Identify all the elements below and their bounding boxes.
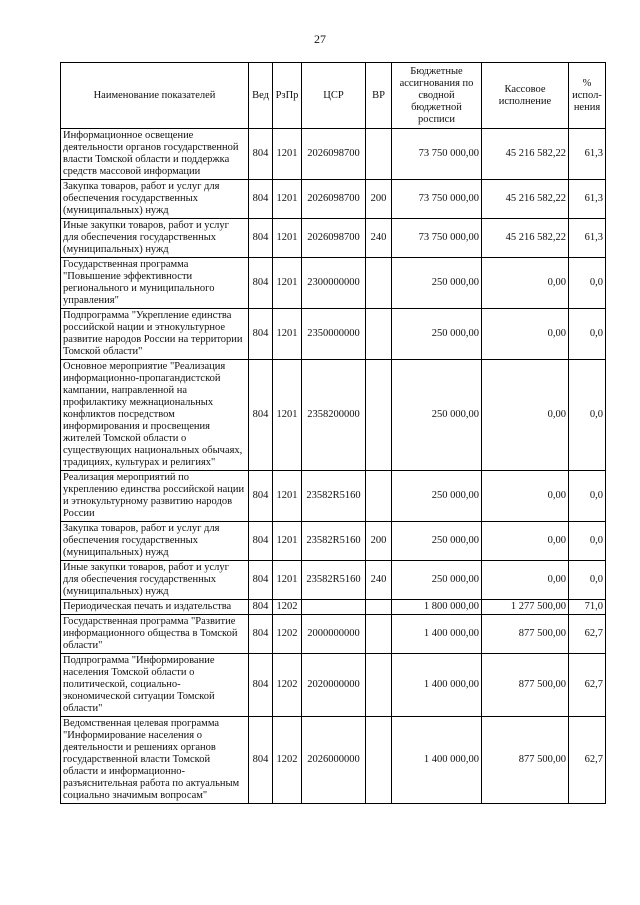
cell-cash: 45 216 582,22: [482, 129, 569, 180]
cell-pct: 0,0: [569, 561, 606, 600]
cell-name: Периодическая печать и издательства: [61, 600, 249, 615]
cell-rzpr: 1201: [273, 129, 302, 180]
cell-ved: 804: [249, 129, 273, 180]
cell-cash: 0,00: [482, 471, 569, 522]
cell-budget: 250 000,00: [392, 360, 482, 471]
cell-cash: 0,00: [482, 258, 569, 309]
table-row: [61, 309, 606, 360]
cell-ved: 804: [249, 360, 273, 471]
cell-csr: 2350000000: [302, 309, 366, 360]
cell-csr: 2358200000: [302, 360, 366, 471]
budget-execution-table: [60, 62, 606, 804]
cell-budget: 1 400 000,00: [392, 615, 482, 654]
cell-csr: 2026098700: [302, 219, 366, 258]
cell-name: Реализация мероприятий по укреплению единства российской нации и этнокультурному развитию народов России: [61, 471, 249, 522]
cell-budget: 73 750 000,00: [392, 180, 482, 219]
cell-name: Подпрограмма "Информирование населения Томской области о политической, социально-экономической ситуации Томской области": [61, 654, 249, 717]
table-row: [61, 717, 606, 804]
cell-rzpr: 1201: [273, 258, 302, 309]
page-number: 27: [314, 32, 326, 46]
cell-ved: 804: [249, 471, 273, 522]
cell-vr: [366, 309, 392, 360]
cell-pct: 71,0: [569, 600, 606, 615]
cell-pct: 0,0: [569, 522, 606, 561]
cell-name: Закупка товаров, работ и услуг для обеспечения государственных (муниципальных) нужд: [61, 522, 249, 561]
cell-rzpr: 1202: [273, 717, 302, 804]
table-row: [61, 219, 606, 258]
cell-ved: 804: [249, 309, 273, 360]
cell-rzpr: 1202: [273, 654, 302, 717]
cell-cash: 0,00: [482, 561, 569, 600]
cell-cash: 0,00: [482, 309, 569, 360]
table-row: [61, 522, 606, 561]
cell-pct: 0,0: [569, 258, 606, 309]
header-vr: ВР: [366, 63, 392, 129]
cell-budget: 73 750 000,00: [392, 129, 482, 180]
cell-csr: 2026098700: [302, 129, 366, 180]
cell-vr: [366, 129, 392, 180]
table-row: [61, 600, 606, 615]
cell-rzpr: 1201: [273, 180, 302, 219]
header-cash: Кассовое исполнение: [482, 63, 569, 129]
cell-rzpr: 1202: [273, 615, 302, 654]
cell-cash: 45 216 582,22: [482, 219, 569, 258]
header-rzpr: РзПр: [273, 63, 302, 129]
cell-vr: [366, 600, 392, 615]
cell-vr: 240: [366, 219, 392, 258]
cell-csr: [302, 600, 366, 615]
cell-name: Информационное освещение деятельности органов государственной власти Томской области и поддержка средств массовой информации: [61, 129, 249, 180]
cell-ved: 804: [249, 600, 273, 615]
table-row: [61, 180, 606, 219]
cell-cash: 1 277 500,00: [482, 600, 569, 615]
cell-name: Иные закупки товаров, работ и услуг для обеспечения государственных (муниципальных) нужд: [61, 561, 249, 600]
cell-cash: 877 500,00: [482, 654, 569, 717]
cell-csr: 23582R5160: [302, 561, 366, 600]
cell-pct: 61,3: [569, 129, 606, 180]
cell-pct: 0,0: [569, 360, 606, 471]
cell-name: Государственная программа "Повышение эффективности регионального и муниципального управления": [61, 258, 249, 309]
cell-ved: 804: [249, 615, 273, 654]
cell-ved: 804: [249, 522, 273, 561]
cell-vr: [366, 471, 392, 522]
cell-name: Государственная программа "Развитие информационного общества в Томской области": [61, 615, 249, 654]
cell-csr: 2020000000: [302, 654, 366, 717]
cell-ved: 804: [249, 258, 273, 309]
cell-vr: 240: [366, 561, 392, 600]
cell-rzpr: 1202: [273, 600, 302, 615]
cell-budget: 1 400 000,00: [392, 654, 482, 717]
cell-cash: 877 500,00: [482, 615, 569, 654]
cell-cash: 45 216 582,22: [482, 180, 569, 219]
cell-pct: 0,0: [569, 309, 606, 360]
cell-csr: 2000000000: [302, 615, 366, 654]
cell-ved: 804: [249, 219, 273, 258]
cell-budget: 250 000,00: [392, 471, 482, 522]
cell-pct: 62,7: [569, 654, 606, 717]
cell-pct: 61,3: [569, 180, 606, 219]
cell-pct: 0,0: [569, 471, 606, 522]
table-row: [61, 129, 606, 180]
cell-name: Иные закупки товаров, работ и услуг для обеспечения государственных (муниципальных) нужд: [61, 219, 249, 258]
cell-budget: 1 400 000,00: [392, 717, 482, 804]
cell-vr: [366, 615, 392, 654]
cell-budget: 250 000,00: [392, 258, 482, 309]
header-csr: ЦСР: [302, 63, 366, 129]
cell-vr: [366, 360, 392, 471]
cell-csr: 2026000000: [302, 717, 366, 804]
table-row: [61, 615, 606, 654]
header-pct: % испол-нения: [569, 63, 606, 129]
table-row: [61, 258, 606, 309]
cell-rzpr: 1201: [273, 309, 302, 360]
header-name: Наименование показателей: [61, 63, 249, 129]
cell-budget: 250 000,00: [392, 309, 482, 360]
cell-rzpr: 1201: [273, 561, 302, 600]
cell-ved: 804: [249, 561, 273, 600]
table-row: [61, 654, 606, 717]
cell-cash: 0,00: [482, 360, 569, 471]
cell-vr: [366, 654, 392, 717]
cell-ved: 804: [249, 180, 273, 219]
cell-vr: [366, 717, 392, 804]
cell-name: Основное мероприятие "Реализация информационно-пропагандистской кампании, направленной на профилактику межнациональных конфликтов посредством информирования и просвещения жителей Томской области о существующих национальных обычаях, традициях, культурах и религиях": [61, 360, 249, 471]
cell-budget: 73 750 000,00: [392, 219, 482, 258]
cell-rzpr: 1201: [273, 219, 302, 258]
cell-name: Подпрограмма "Укрепление единства российской нации и этнокультурное развитие народов России на территории Томской области": [61, 309, 249, 360]
cell-budget: 250 000,00: [392, 561, 482, 600]
cell-ved: 804: [249, 717, 273, 804]
cell-budget: 250 000,00: [392, 522, 482, 561]
cell-pct: 62,7: [569, 615, 606, 654]
cell-cash: 877 500,00: [482, 717, 569, 804]
cell-cash: 0,00: [482, 522, 569, 561]
header-budget: Бюджетные ассигнования по сводной бюджетной росписи: [392, 63, 482, 129]
table-header-row: [61, 63, 606, 129]
cell-csr: 23582R5160: [302, 471, 366, 522]
cell-budget: 1 800 000,00: [392, 600, 482, 615]
cell-vr: 200: [366, 522, 392, 561]
cell-vr: [366, 258, 392, 309]
cell-rzpr: 1201: [273, 471, 302, 522]
cell-name: Закупка товаров, работ и услуг для обеспечения государственных (муниципальных) нужд: [61, 180, 249, 219]
cell-vr: 200: [366, 180, 392, 219]
cell-name: Ведомственная целевая программа "Информирование населения о деятельности и решениях органов государственной власти Томской области и информационно-разъяснительная работа по актуальным социально значимым вопросам": [61, 717, 249, 804]
cell-pct: 61,3: [569, 219, 606, 258]
cell-ved: 804: [249, 654, 273, 717]
cell-rzpr: 1201: [273, 522, 302, 561]
cell-csr: 23582R5160: [302, 522, 366, 561]
table-row: [61, 360, 606, 471]
header-ved: Вед: [249, 63, 273, 129]
cell-rzpr: 1201: [273, 360, 302, 471]
cell-csr: 2300000000: [302, 258, 366, 309]
cell-pct: 62,7: [569, 717, 606, 804]
table-row: [61, 471, 606, 522]
table-row: [61, 561, 606, 600]
cell-csr: 2026098700: [302, 180, 366, 219]
